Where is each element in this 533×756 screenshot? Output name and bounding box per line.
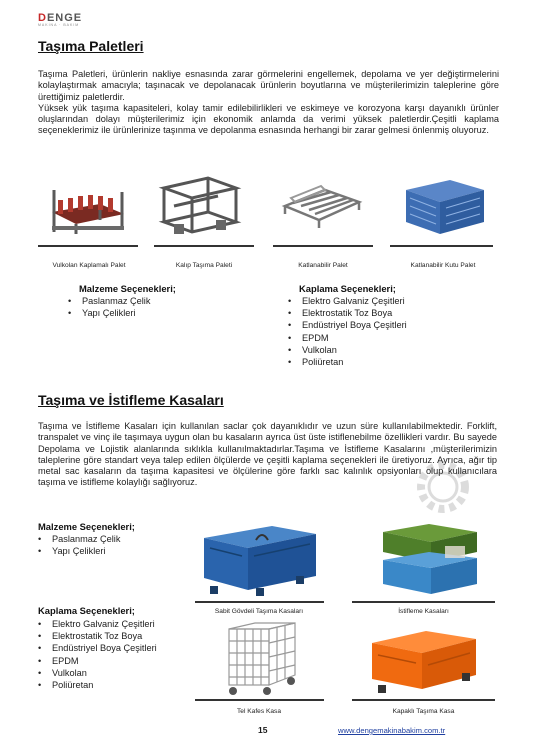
stacking-crate-image	[377, 520, 487, 600]
pallets-paragraph: Taşıma Paletleri, ürünlerin nakliye esnasında zarar görmelerini engellemek, depolama ve yer değiştirmelerini kolaylaştırmak amacıyla; taşınacak ve depolanacak ürünlerin boyutlarına ve müşterilerimizin taleplerine göre ürettiğimiz paletlerdir. Yüksek yük taşıma kapasiteleri, kolay tamir edilebilirlikleri ve eskimeye ve korozyona karşı dayanıklı ürünler oluşlarından dolayı müşterilerimiz için ekonomik anlamda da verimi yüksek paletlerdir.Çeşitli kaplama seçeneklerimiz ile ürünlerinize taşınma ve depolanma esnasında herhangi bir zarar gelmesi önlenmiş oluyoruz.	[38, 69, 499, 136]
mold-transport-pallet-image	[156, 170, 242, 240]
section-title-pallets: Taşıma Paletleri	[38, 38, 144, 54]
page-number: 15	[258, 725, 268, 735]
list-item: • Vulkolan	[38, 667, 157, 679]
list-item: • EPDM	[38, 655, 157, 667]
material-options-list	[68, 295, 150, 319]
divider-line	[38, 245, 138, 247]
list-item: • Poliüretan	[288, 356, 407, 368]
website-link[interactable]: www.dengemakinabakim.com.tr	[338, 726, 446, 735]
wire-mesh-crate-image	[219, 617, 303, 699]
material-options-title-2: Malzeme Seçenekleri;	[38, 521, 135, 532]
crates-paragraph: Taşıma ve İstifleme Kasaları için kullanılan saclar çok dayanıklıdır ve uzun süre kullanılabilmektedir. Forklift, transpalet ve vinç ile taşımaya uygun olan bu kasaların ayrıca üst üste istiflenebilme özellikleri vardır. Bu sayede Depolama ve Lojistik alanlarında sıklıkla kullanılmaktadırlar.Taşıma ve İstifleme Kasalarını ,müşterilerimizin taleplerine göre standart veya talep edilen ölçülerde ve çeşitli kaplama seçenekleri ile üretiyoruz. Ayrıca, ağır tip metal sac kasaların da taşıma kapasitesi ve ölçülerine göre farklı sac kalınlık opsiyonları olup kullanıcılara taşıma ve istifleme kolaylığı sağlıyoruz.	[38, 421, 497, 488]
gear-watermark-icon	[408, 452, 478, 522]
divider-line	[390, 245, 493, 247]
list-item: • Poliüretan	[38, 679, 157, 691]
list-item: • Yapı Çelikleri	[68, 307, 150, 319]
divider-line	[352, 601, 495, 603]
foldable-pallet-image	[281, 178, 363, 234]
coating-options-title: Kaplama Seçenekleri;	[299, 283, 396, 294]
list-item: • EPDM	[288, 332, 407, 344]
list-item: • Paslanmaz Çelik	[68, 295, 150, 307]
coating-options-list-2	[38, 618, 157, 691]
list-item: • Paslanmaz Çelik	[38, 533, 120, 545]
fixed-body-crate-image	[196, 520, 324, 598]
caption-foldable-box-pallet: Katlanabilir Kutu Palet	[410, 262, 476, 269]
coating-options-title-2: Kaplama Seçenekleri;	[38, 605, 135, 616]
material-options-list-2	[38, 533, 120, 557]
list-item: • Elektrostatik Toz Boya	[38, 630, 157, 642]
caption-mold-pallet: Kalıp Taşıma Paleti	[175, 262, 233, 269]
list-item: • Endüstriyel Boya Çeşitleri	[38, 642, 157, 654]
list-item: • Elektro Galvaniz Çeşitleri	[288, 295, 407, 307]
list-item: • Endüstriyel Boya Çeşitleri	[288, 319, 407, 331]
divider-line	[195, 601, 324, 603]
foldable-box-pallet-image	[400, 176, 490, 240]
caption-wire-mesh-crate: Tel Kafes Kasa	[237, 708, 281, 715]
section-title-crates: Taşıma ve İstifleme Kasaları	[38, 392, 224, 408]
divider-line	[195, 699, 324, 701]
company-logo	[38, 12, 82, 27]
coating-options-list	[288, 295, 407, 368]
lidded-transport-crate-image	[366, 625, 482, 697]
list-item: • Elektrostatik Toz Boya	[288, 307, 407, 319]
divider-line	[273, 245, 373, 247]
caption-fixed-body-crates: Sabit Gövdeli Taşıma Kasaları	[214, 608, 304, 615]
logo-tagline: MAKİNA · BAKIM	[38, 23, 80, 27]
caption-vulkolan-pallet: Vulkolan Kaplamalı Palet	[52, 262, 126, 269]
vulkolan-pallet-image	[46, 176, 130, 238]
material-options-title: Malzeme Seçenekleri;	[79, 283, 176, 294]
caption-foldable-pallet: Katlanabilir Palet	[298, 262, 348, 269]
list-item: • Yapı Çelikleri	[38, 545, 120, 557]
divider-line	[154, 245, 254, 247]
logo-brand: DENGE	[38, 12, 83, 24]
caption-stacking-crates: İstifleme Kasaları	[398, 608, 449, 615]
list-item: • Elektro Galvaniz Çeşitleri	[38, 618, 157, 630]
list-item: • Vulkolan	[288, 344, 407, 356]
caption-lidded-crate: Kapaklı Taşıma Kasa	[392, 708, 455, 715]
divider-line	[352, 699, 495, 701]
